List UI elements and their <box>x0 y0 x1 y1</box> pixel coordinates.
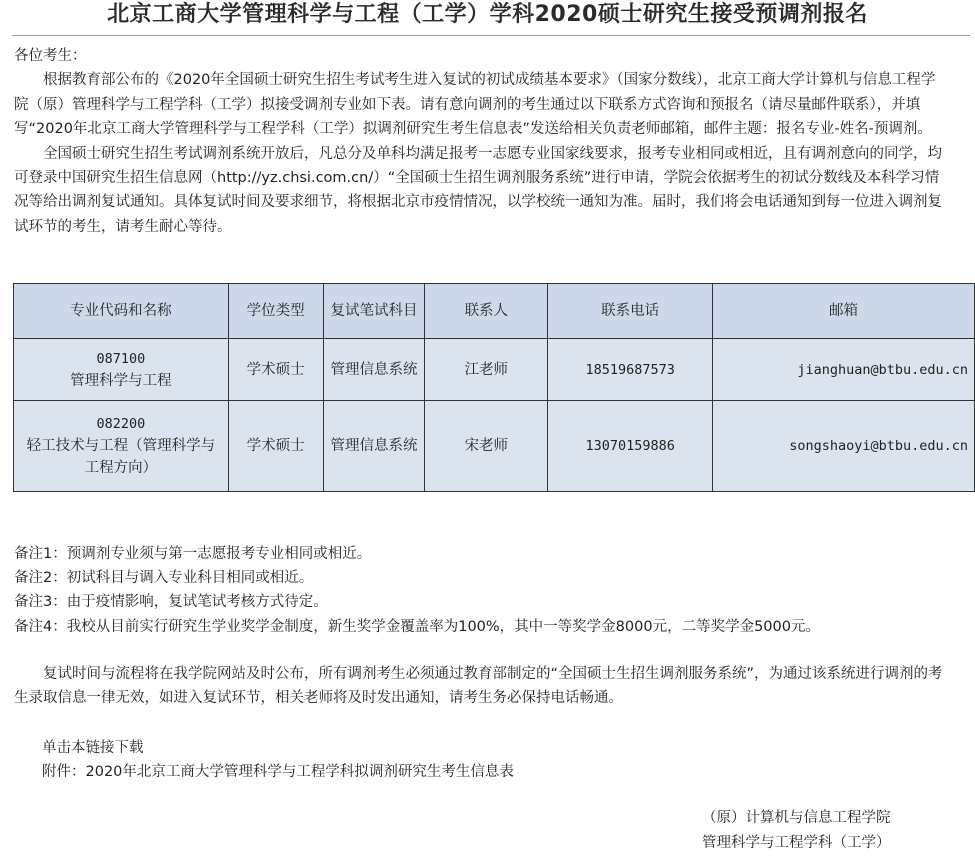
intro-paragraph-1: 根据教育部公布的《2020年全国硕士研究生招生考试考生进入复试的初试成绩基本要求》（国家分数线），北京工商大学计算机与信息工程学院（原）管理科学与工程学科（工学）拟接受调剂专业如下表。请有意向调剂的考生通过以下联系方式咨询和预报名（请尽量邮件联系），并填写“2020年北京工商大学管理科学与工程学科（工学）拟调剂研究生考生信息表”发送给相关负责老师邮箱，邮件主题：报名专业-姓名-预调剂。 <box>14 72 936 138</box>
phone-cell: 18519687573 <box>548 339 713 401</box>
greeting: 各位考生： <box>14 48 87 64</box>
table-row <box>14 339 975 401</box>
attachment-link[interactable]: 附件：2020年北京工商大学管理科学与工程学科拟调剂研究生考生信息表 <box>42 764 514 781</box>
header-subject: 复试笔试科目 <box>323 284 425 339</box>
closing-section <box>14 662 944 711</box>
major-name: 管理科学与工程 <box>70 372 172 389</box>
email-cell: jianghuan@btbu.edu.cn <box>713 339 975 401</box>
header-degree: 学位类型 <box>228 284 323 339</box>
header-phone: 联系电话 <box>548 284 713 339</box>
email-cell: songshaoyi@btbu.edu.cn <box>713 401 975 492</box>
major-code: 082200 <box>96 416 146 432</box>
closing-paragraph: 复试时间与流程将在我学院网站及时公布，所有调剂考生必须通过教育部制定的“全国硕士生招生调剂服务系统”，为通过该系统进行调剂的考生录取信息一律无效，如进入复试环节，相关老师将及时发出通知，请考生务必保持电话畅通。 <box>14 666 943 707</box>
note-1: 备注1：预调剂专业须与第一志愿报考专业相同或相近。 <box>14 546 372 562</box>
major-cell <box>14 401 229 492</box>
table-row <box>14 401 975 492</box>
major-cell <box>14 339 229 401</box>
download-section <box>42 736 514 784</box>
degree-cell: 学术硕士 <box>228 401 323 492</box>
note-3: 备注3：由于疫情影响，复试笔试考核方式待定。 <box>14 594 328 611</box>
signature-block <box>702 806 891 856</box>
header-major: 专业代码和名称 <box>14 284 229 339</box>
subject-cell: 管理信息系统 <box>323 401 425 492</box>
notes-section <box>14 542 959 639</box>
degree-cell: 学术硕士 <box>228 339 323 401</box>
adjustment-table <box>13 283 975 492</box>
page-title: 北京工商大学管理科学与工程（工学）学科2020硕士研究生接受预调剂报名 <box>107 2 868 27</box>
download-link[interactable]: 单击本链接下载 <box>42 740 144 756</box>
note-4: 备注4：我校从目前实行研究生学业奖学金制度，新生奖学金覆盖率为100%，其中一等奖学金8000元，二等奖学金5000元。 <box>14 618 820 635</box>
intro-section <box>14 44 944 239</box>
header-contact: 联系人 <box>425 284 548 339</box>
note-2: 备注2：初试科目与调入专业科目相同或相近。 <box>14 570 314 587</box>
major-code: 087100 <box>96 350 146 367</box>
signature-line-2: 管理科学与工程学科（工学） <box>702 835 891 851</box>
signature-line-1: （原）计算机与信息工程学院 <box>702 810 891 826</box>
title-divider <box>12 35 970 36</box>
header-email: 邮箱 <box>713 284 975 339</box>
phone-cell: 13070159886 <box>548 401 713 492</box>
contact-cell: 江老师 <box>425 339 548 401</box>
subject-cell: 管理信息系统 <box>323 339 425 401</box>
intro-paragraph-2: 全国硕士研究生招生考试调剂系统开放后，凡总分及单科均满足报考一志愿专业国家线要求，报考专业相同或相近，且有调剂意向的同学，均可登录中国研究生招生信息网（http://yz.chsi.com.cn/）“全国硕士生招生调剂服务系统”进行申请，学院会依据考生的初试分数线及本科学习情况等给出调剂复试通知。具体复试时间及要求细节，将根据北京市疫情情况，以学校统一通知为准。届时，我们将会电话通知到每一位进入调剂复试环节的考生，请考生耐心等待。 <box>14 145 942 235</box>
table-header-row <box>14 284 975 339</box>
major-name: 轻工技术与工程（管理科学与工程方向） <box>26 438 216 476</box>
contact-cell: 宋老师 <box>425 401 548 492</box>
